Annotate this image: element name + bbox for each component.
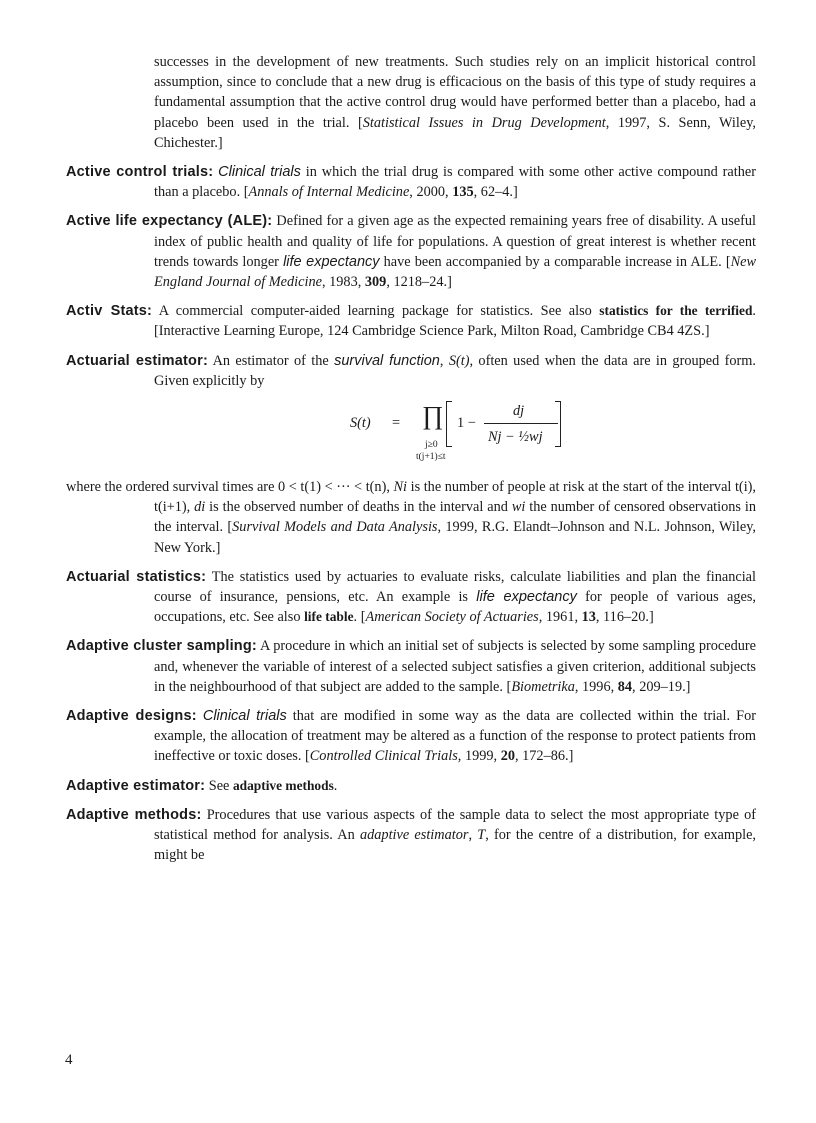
italic-term: adaptive estimator (359, 827, 469, 844)
entry-text: where the ordered survival times are 0 < t(1) < ··· < t(n), (66, 479, 394, 496)
entry-text: An estimator of the (207, 352, 335, 369)
entry-text: have been accompanied by a comparable increase in ALE. [ (379, 253, 731, 270)
entry-text: , for the centre of a distribution, for example, might be (154, 827, 756, 864)
survival-formula (154, 395, 756, 473)
entry-text: Defined for a given age as the expected remaining years free of disability. A useful index of public health and quality of life for populations. A question of great interest is whether recent trends towards longer (154, 213, 756, 270)
entry-text: is the number of people at risk at the start of the interval t(i), t(i+1), (154, 479, 756, 516)
entry-actuarial-statistics (66, 567, 756, 628)
fraction-line (484, 423, 558, 424)
entry-term: Adaptive estimator: (66, 777, 206, 794)
entry-active-control-trials (66, 162, 756, 202)
formula-lhs: S(t) (350, 415, 371, 432)
reference-details: , 1999, (457, 748, 501, 765)
entry-text: . [Interactive Learning Europe, 124 Cambridge Science Park, Milton Road, Cambridge CB4 4ZS.] (154, 303, 756, 340)
entry-text: in which the trial drug is compared with some other active compound rather than a placebo. [ (154, 164, 756, 201)
reference-pages: , 116–20.] (595, 609, 654, 626)
entry-term: Active control trials: (66, 164, 214, 181)
entry-active-life-expectancy (66, 211, 756, 292)
reference-details: , 1961, (538, 609, 582, 626)
reference-details: , 1997, S. Senn, Wiley, Chichester.] (154, 114, 756, 151)
entry-adaptive-cluster-sampling (66, 636, 756, 697)
reference-title: Controlled Clinical Trials (309, 748, 458, 765)
reference-pages: , 1218–24.] (386, 274, 452, 291)
entry-text: , (439, 352, 449, 369)
entry-continuation (66, 52, 756, 153)
reference-title: American Society of Actuaries (365, 609, 539, 626)
entry-activ-stats (66, 301, 756, 341)
product-subscript: t(j+1)≤t (416, 452, 446, 463)
cross-reference: survival function (334, 352, 440, 369)
reference-pages: , 62–4.] (473, 184, 518, 201)
entry-text: Procedures that use various aspects of the sample data to select the most appropriate type of statistical method for analysis. An (154, 806, 756, 844)
page-number: 4 (65, 1052, 73, 1068)
math-symbol: di (194, 499, 206, 516)
reference-title: Biometrika (511, 678, 575, 695)
entry-text: , (468, 827, 478, 844)
entry-actuarial-estimator (66, 351, 756, 558)
cross-reference: Clinical trials (202, 708, 287, 725)
see-also-link: life table (304, 609, 354, 625)
entry-term: Actuarial statistics: (66, 568, 207, 585)
entry-adaptive-designs (66, 706, 756, 767)
product-subscript: j≥0 (425, 440, 438, 451)
entry-term: Adaptive methods: (66, 806, 202, 823)
entry-text: The statistics used by actuaries to evaluate risks, calculate liabilities and plan the financial course of insurance, pensions, etc. An example is (154, 568, 756, 606)
cross-reference: life expectancy (476, 589, 577, 606)
reference-volume: 20 (500, 748, 515, 765)
entry-term: Adaptive cluster sampling: (66, 638, 257, 655)
formula-numerator: dj (513, 403, 525, 420)
reference-volume: 13 (581, 609, 596, 626)
formula-one-minus: 1 − (457, 415, 476, 432)
entry-text: the number of censored observations in the interval. [ (154, 499, 756, 536)
reference-title: Survival Models and Data Analysis (232, 519, 438, 536)
entry-text: See (205, 777, 233, 794)
math-symbol: T (477, 827, 486, 844)
entry-text: , often used when the data are in grouped form. Given explicitly by (154, 352, 757, 389)
reference-details: , 2000, (409, 184, 453, 201)
math-symbol: wi (511, 499, 526, 516)
reference-title: New England Journal of Medicine (154, 253, 757, 291)
right-bracket (555, 401, 561, 447)
entry-term: Active life expectancy (ALE): (66, 213, 273, 230)
reference-title: Statistical Issues in Drug Development (362, 114, 606, 131)
reference-details: , 1983, (321, 274, 365, 291)
entry-text: . (333, 777, 338, 794)
reference-volume: 309 (364, 274, 387, 291)
cross-reference: Clinical trials (218, 164, 301, 181)
entry-text: for people of various ages, occupations, etc. See also (154, 589, 756, 626)
entry-term: Actuarial estimator: (66, 352, 208, 369)
entry-text: that are modified in some way as the data are collected within the trial. For example, the allocation of treatment may be altered as a function of the response to protect patients from ineffective or toxic doses. [ (154, 708, 757, 765)
reference-volume: 135 (452, 184, 474, 201)
reference-title: Annals of Internal Medicine (248, 184, 410, 201)
formula-equals: = (392, 415, 401, 432)
see-also-link: adaptive methods (232, 777, 334, 793)
entry-adaptive-methods (66, 805, 756, 866)
reference-details: , 1999, R.G. Elandt–Johnson and N.L. Johnson, Wiley, New York.] (154, 519, 756, 556)
entry-term: Activ Stats: (66, 303, 153, 320)
see-also-link: statistics for the terrified (599, 303, 753, 319)
left-bracket (446, 401, 452, 447)
reference-details: , 1996, (574, 678, 618, 695)
reference-volume: 84 (617, 678, 633, 695)
entry-text: successes in the development of new treatments. Such studies rely on an implicit historical control assumption, since to conclude that a new drug is efficacious on the basis of this type of study requires a fundamental assumption that the active control drug would have performed better than a placebo, had a placebo been used in the trial. [ (154, 54, 756, 131)
entry-term: Adaptive designs: (66, 708, 197, 725)
math-symbol: S(t) (448, 352, 470, 369)
reference-pages: , 172–86.] (514, 748, 574, 765)
entry-text: A commercial computer-aided learning package for statistics. See also (152, 303, 600, 320)
cross-reference: life expectancy (283, 253, 380, 270)
math-symbol: Ni (393, 479, 408, 496)
entry-adaptive-estimator (66, 776, 756, 796)
entry-text: A procedure in which an initial set of subjects is selected by some sampling procedure and, whenever the variable of interest of a selected subject satisfies a given criterion, additional subjects in the neighbourhood of that subject are added to the sample. [ (154, 638, 756, 695)
entry-text: is the observed number of deaths in the interval and (205, 499, 512, 516)
reference-pages: , 209–19.] (632, 678, 691, 695)
dictionary-page (66, 52, 756, 875)
entry-text: . [ (353, 609, 366, 626)
formula-denominator: Nj − ½wj (488, 429, 543, 446)
product-symbol: ∏ (422, 401, 444, 431)
